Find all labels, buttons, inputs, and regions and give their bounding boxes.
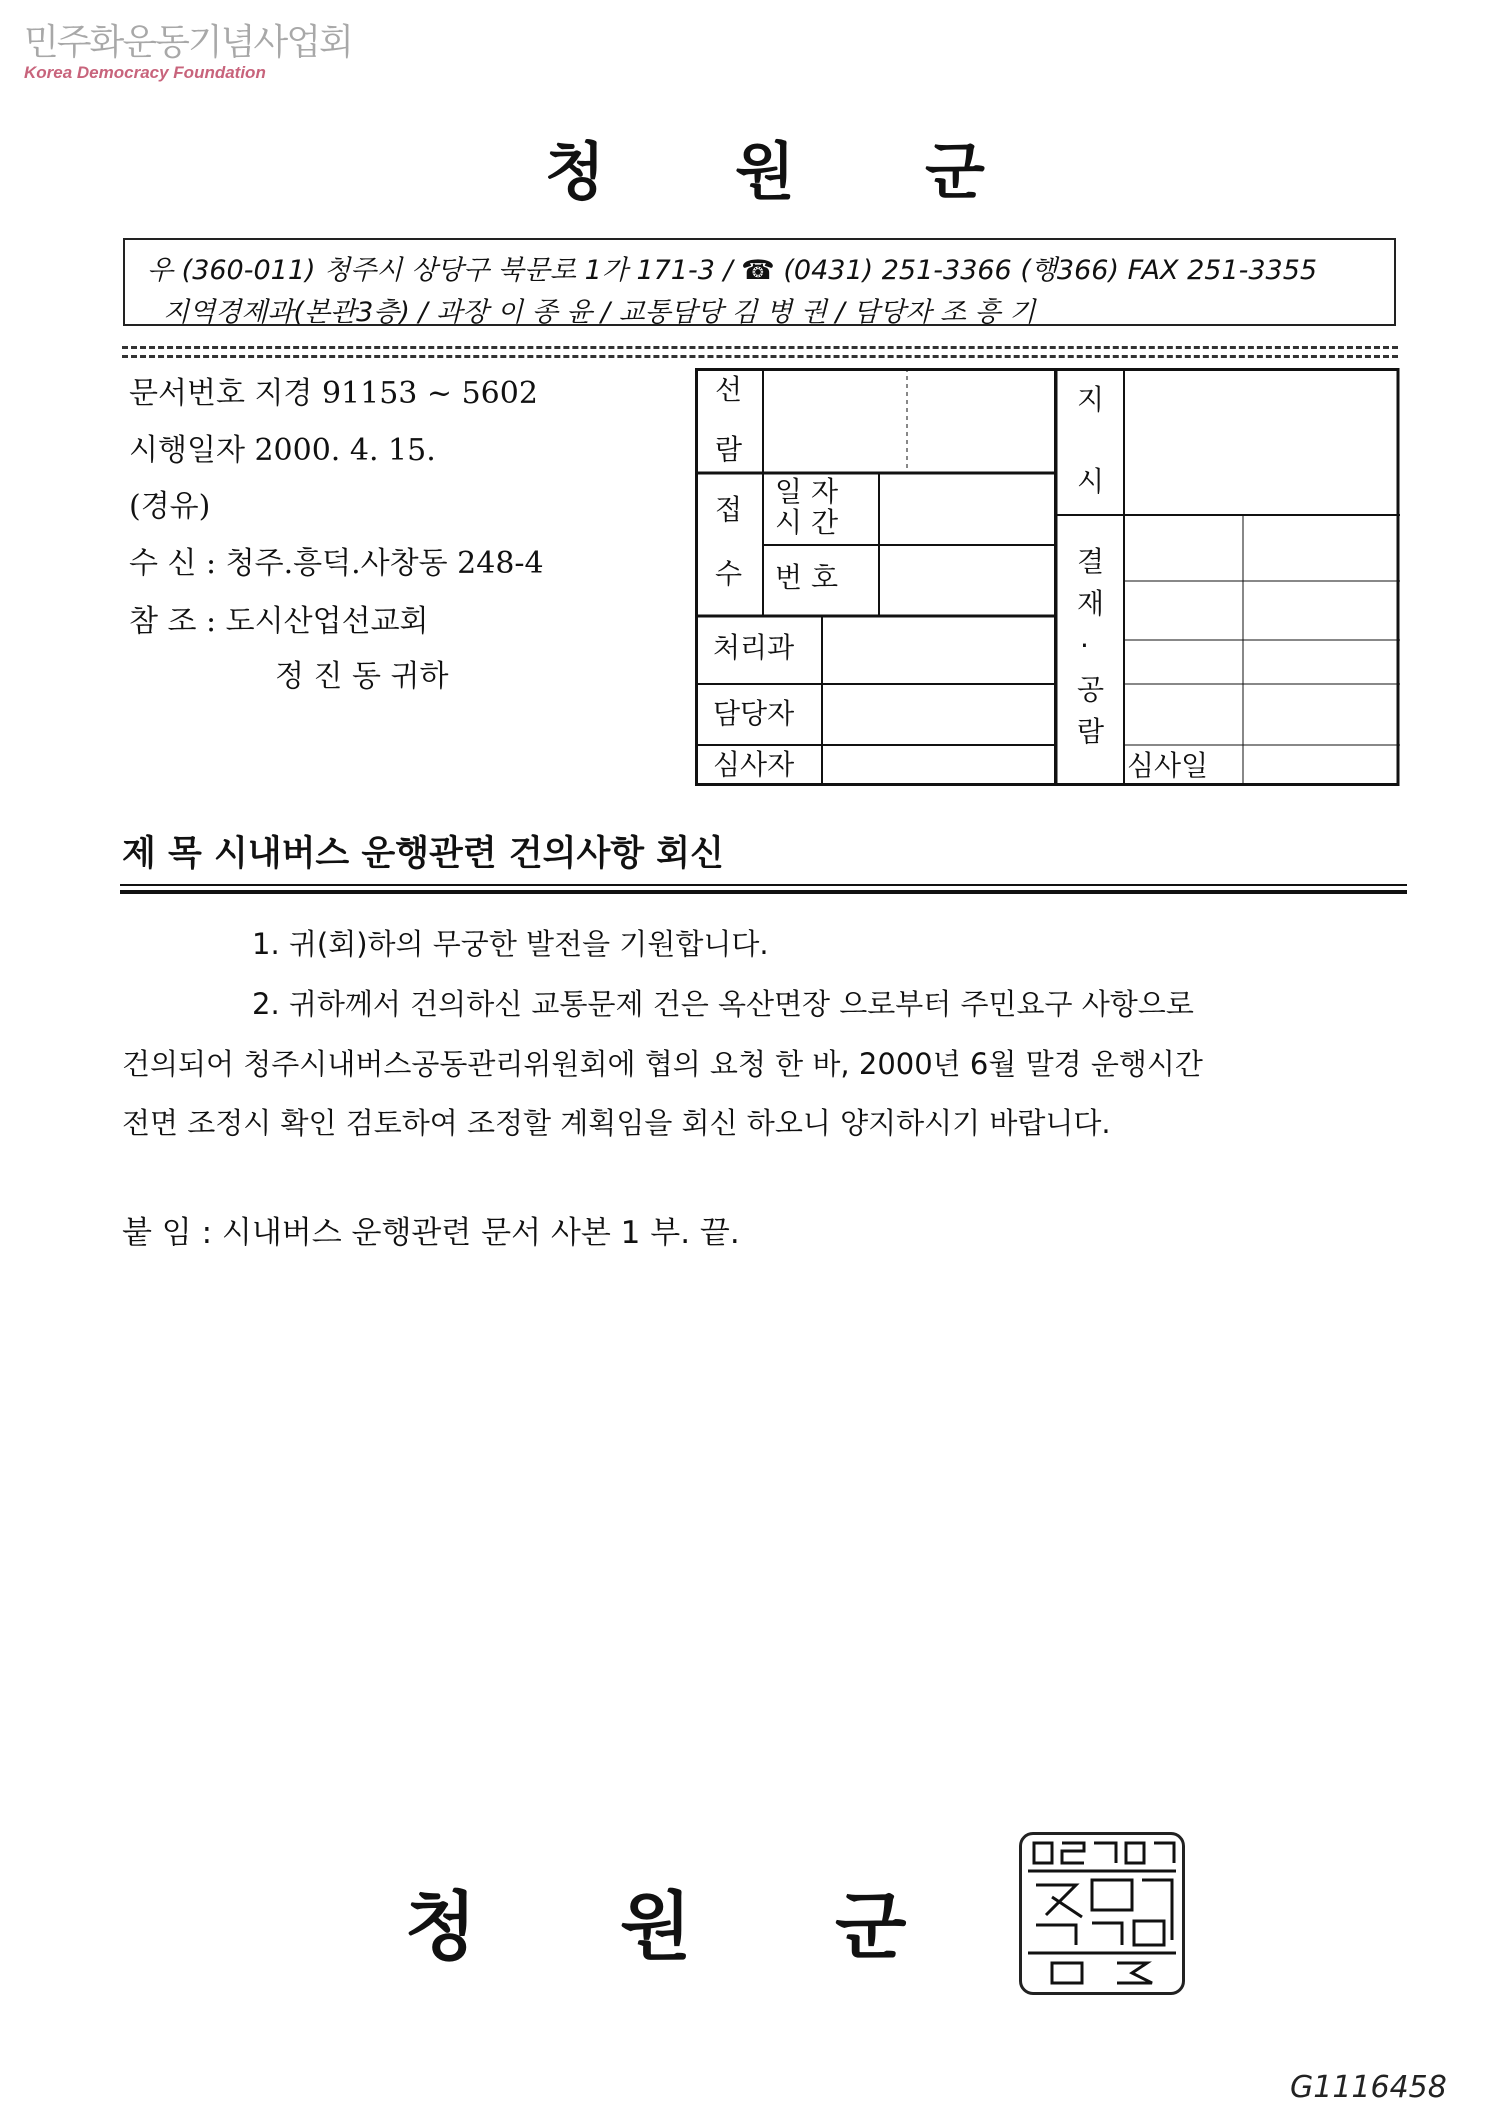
- divider: [122, 346, 1398, 349]
- approval-table: [695, 368, 1400, 786]
- address-line-1: 우 (360-011) 청주시 상당구 북문로 1가 171-3 / ☎ (0431) 251-3366 (행366) FAX 251-3355: [147, 255, 1318, 286]
- recipient: 수 신 : 청주.흥덕.사창동 248-4: [129, 546, 544, 581]
- label-seonram: 람: [715, 433, 743, 466]
- body-paragraph-2-line-2: 건의되어 청주시내버스공동관리위원회에 협의 요청 한 바, 2000년 6월 말경 운행시간: [122, 1047, 1203, 1081]
- label-number: 번 호: [775, 561, 838, 594]
- body-paragraph-2-line-1: 2. 귀하께서 건의하신 교통문제 건은 옥산면장 으로부터 주민요구 사항으로: [252, 987, 1194, 1021]
- subject: 제 목 시내버스 운행관련 건의사항 회신: [122, 834, 724, 874]
- address-box: [123, 238, 1396, 326]
- divider: [122, 355, 1398, 358]
- seal-glyph-icon: [1022, 1835, 1182, 1992]
- label-approval: 공: [1077, 673, 1105, 706]
- reference: 참 조 : 도시산업선교회: [129, 604, 429, 639]
- label-approval: ·: [1080, 629, 1089, 662]
- label-instruction: 시: [1077, 465, 1105, 498]
- address-line-2: 지역경제과(본관3층) / 과장 이 종 윤 / 교통담당 김 병 권 / 담당자 조 흥 기: [163, 297, 1036, 328]
- label-time: 시 간: [775, 506, 838, 539]
- issuer-char: 원: [620, 1884, 692, 1970]
- label-jeopsu: 접: [715, 493, 743, 526]
- attachment: 붙 임 : 시내버스 운행관련 문서 사본 1 부. 끝.: [122, 1215, 740, 1251]
- label-approval: 람: [1077, 715, 1105, 748]
- addressee: 정 진 동 귀하: [275, 659, 449, 694]
- subject-underline: [120, 890, 1407, 894]
- doc-number: 문서번호 지경 91153 ~ 5602: [129, 376, 538, 411]
- title-char: 군: [925, 135, 985, 208]
- label-dept: 처리과: [713, 631, 795, 664]
- label-instruction: 지: [1077, 383, 1105, 416]
- label-approval: 결: [1077, 545, 1105, 578]
- label-review-date: 심사일: [1127, 749, 1209, 782]
- issuer-char: 청: [405, 1884, 477, 1970]
- title-char: 청: [545, 135, 605, 208]
- body-paragraph-1: 1. 귀(회)하의 무궁한 발전을 기원합니다.: [252, 927, 769, 961]
- label-approval: 재: [1077, 587, 1105, 620]
- label-jeopsu: 수: [715, 557, 743, 590]
- issue-date: 시행일자 2000. 4. 15.: [129, 433, 436, 468]
- issuer-char: 군: [835, 1884, 907, 1970]
- label-officer: 담당자: [713, 697, 795, 730]
- via: (경유): [129, 489, 211, 524]
- official-seal: [1019, 1832, 1185, 1995]
- subject-underline: [120, 884, 1407, 886]
- label-seonram: 선: [715, 373, 743, 406]
- body-paragraph-2-line-3: 전면 조정시 확인 검토하여 조정할 계획임을 회신 하오니 양지하시기 바랍니다.: [122, 1106, 1111, 1140]
- title-char: 원: [735, 135, 795, 208]
- logo-english: Korea Democracy Foundation: [24, 63, 266, 82]
- handwritten-code: G1116458: [1290, 2070, 1447, 2105]
- label-reviewer: 심사자: [713, 748, 795, 781]
- logo-korean: 민주화운동기념사업회: [24, 22, 352, 63]
- label-date: 일 자: [775, 475, 838, 508]
